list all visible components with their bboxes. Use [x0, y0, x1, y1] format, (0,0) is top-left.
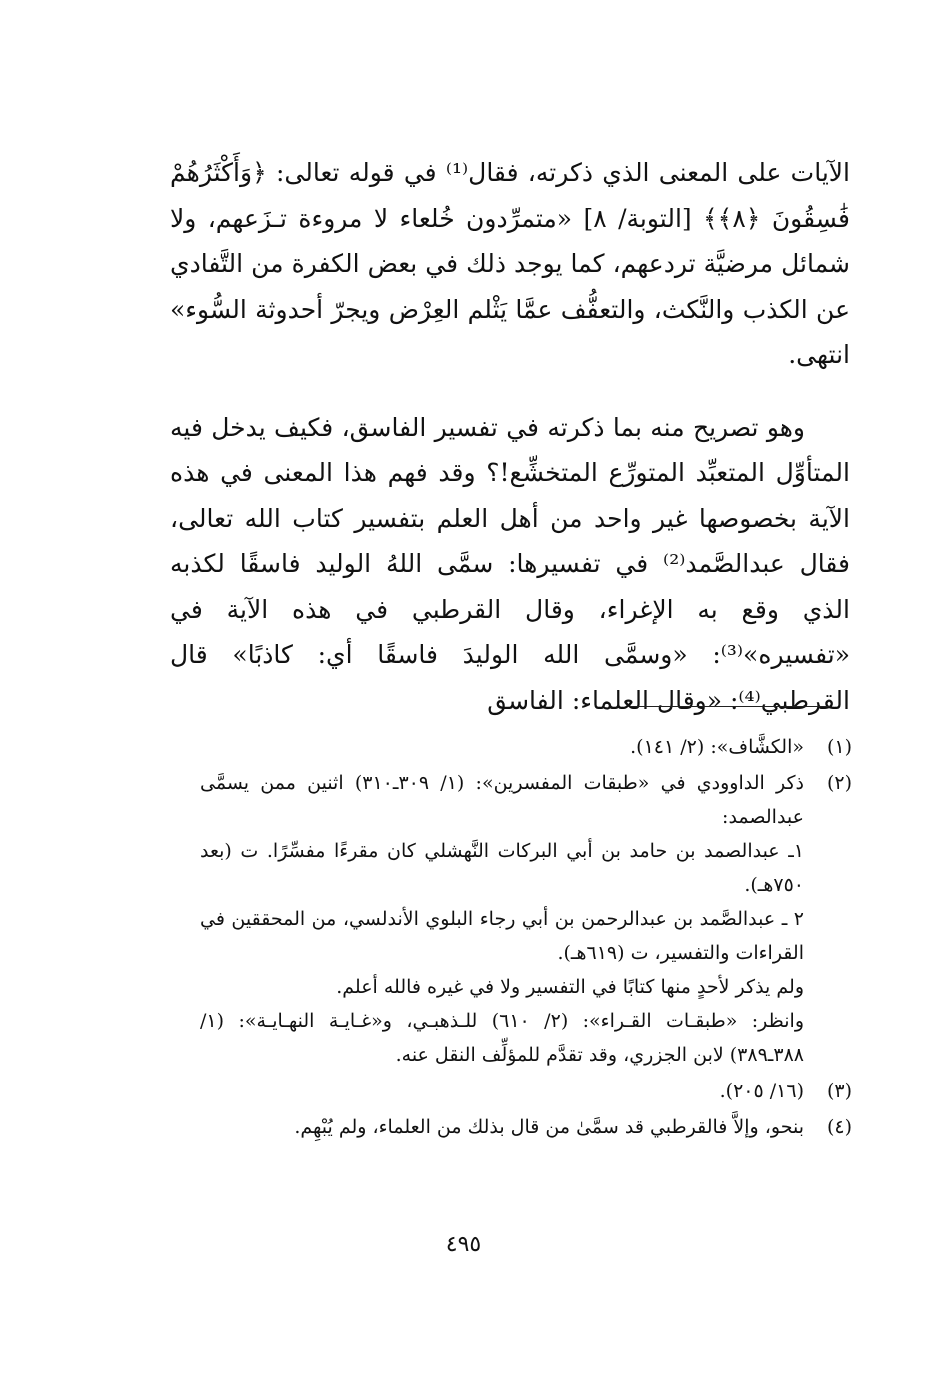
footnote-line: ٢ ـ عبدالصَّمد بن عبدالرحمن بن أبي رجاء البلوي الأندلسي، من المحققين في القراءات والتفسير، ت (٦١٩هـ).	[200, 908, 804, 964]
footnote-text	[200, 1110, 804, 1144]
footnote-line: ذكر الداوودي في «طبقات المفسرين»: (١/ ٣٠٩ـ٣١٠) اثنين ممن يسمَّى عبدالصمد:	[200, 772, 804, 828]
footnote-number: (١)	[826, 736, 852, 758]
footnote-2	[200, 766, 852, 1072]
footnote-4	[200, 1110, 852, 1144]
main-text	[170, 150, 850, 723]
footnote-line: ١ـ عبدالصمد بن حامد بن أبي البركات النَّهشلي كان مقرءًا مفسِّرًا. ت (بعد ٧٥٠هـ).	[200, 840, 804, 896]
footnote-line: بنحو، وإلاَّ فالقرطبي قد سمَّىٰ من قال بذلك من العلماء، ولم يُبْهِم.	[294, 1116, 804, 1138]
footnote-1	[200, 730, 852, 764]
footnote-line: «الكشَّاف»: (٢/ ١٤١).	[630, 736, 804, 758]
footnote-number: (٣)	[826, 1080, 852, 1102]
footnote-line: ولم يذكر لأحدٍ منها كتابًا في التفسير ولا في غيره فالله أعلم.	[336, 976, 804, 998]
paragraph-2: وهو تصريح منه بما ذكرته في تفسير الفاسق، فكيف يدخل فيه المتأوِّل المتعبِّد المتورِّع المتخشِّع!؟ وقد فهم هذا المعنى في هذه الآية بخصوصها غير واحد من أهل العلم بتفسير كتاب الله تعالى، فقال عبدالصَّمد⁽²⁾ في تفسيرها: سمَّى اللهُ الوليد فاسقًا لكذبه الذي وقع به الإغراء، وقال القرطبي في هذه الآية في «تفسيره»⁽³⁾: «وسمَّى الله الوليدَ فاسقًا أي: كاذبًا» قال القرطبي⁽⁴⁾: «وقال العلماء: الفاسق	[170, 412, 851, 715]
footnote-text	[200, 766, 804, 1072]
footnote-line: (١٦/ ٢٠٥).	[719, 1080, 804, 1102]
footnote-text	[200, 730, 804, 764]
page-number: ٤٩٥	[445, 1232, 482, 1257]
paragraph-1: الآيات على المعنى الذي ذكرته، فقال⁽¹⁾ في قوله تعالى: ﴿وَأَكْثَرُهُمْ فَٰسِقُونَ ﴿٨﴾﴾ [التوبة/ ٨] «متمرِّدون خُلعاء لا مروءة تـزَعهم، ولا شمائل مرضيَّة تردعهم، كما يوجد ذلك في بعض الكفرة من التَّفادي عن الكذب والنَّكث، والتعفُّف عمَّا يَثْلم العِرْض ويجرّ أحدوثة السُّوء» انتهى.	[170, 158, 850, 369]
footnote-text	[200, 1074, 804, 1108]
footnote-number: (٤)	[826, 1116, 852, 1138]
footnote-number: (٢)	[826, 772, 852, 794]
footnote-separator	[630, 706, 830, 707]
footnote-line: وانظر: «طبقـات القـراء»: (٢/ ٦١٠) للـذهبـي، و«غـايـة النهـايـة»: (١/ ٣٨٨ـ٣٨٩) لابن الجزري، وقد تقدَّم للمؤلِّف النقل عنه.	[200, 1010, 804, 1066]
footnotes	[200, 730, 852, 1146]
footnote-3	[200, 1074, 852, 1108]
